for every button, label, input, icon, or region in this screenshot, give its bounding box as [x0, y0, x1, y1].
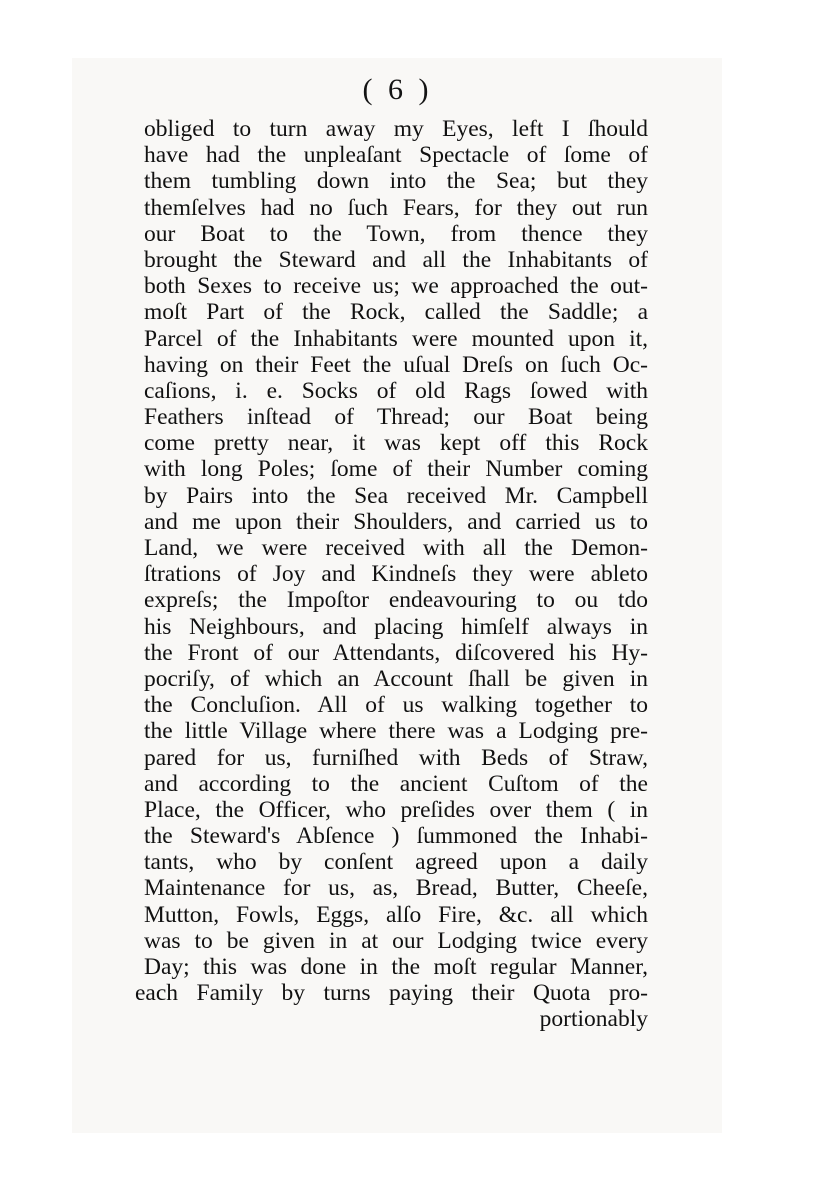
text-line: Mutton, Fowls, Eggs, alſo Fire, &c. all which	[144, 901, 648, 928]
text-line: our Boat to the Town, from thence they	[144, 220, 648, 247]
text-line: themſelves had no ſuch Fears, for they out run	[144, 194, 648, 221]
text-line: come pretty near, it was kept off this Rock	[144, 430, 648, 457]
text-line: Maintenance for us, as, Bread, Butter, Cheeſe,	[144, 875, 648, 902]
text-line: having on their Feet the uſual Dreſs on ſuch Oc-	[144, 351, 648, 378]
text-line: was to be given in at our Lodging twice every	[144, 927, 648, 954]
text-line: tants, who by conſent agreed upon a daily	[144, 849, 648, 876]
text-line: have had the unpleaſant Spectacle of ſome of	[144, 142, 648, 169]
body-text	[135, 116, 648, 1033]
text-line: expreſs; the Impoſtor endeavouring to ou tdo	[144, 587, 648, 614]
text-line: and me upon their Shoulders, and carried us to	[144, 508, 648, 535]
text-line: Parcel of the Inhabitants were mounted upon it,	[144, 325, 648, 352]
text-line: Feathers inſtead of Thread; our Boat being	[144, 404, 648, 431]
catchword: portionably	[539, 1006, 648, 1033]
text-line: pared for us, furniſhed with Beds of Straw,	[144, 744, 648, 771]
text-line: pocriſy, of which an Account ſhall be given in	[144, 665, 648, 692]
text-line: the Concluſion. All of us walking together to	[144, 692, 648, 719]
text-line: his Neighbours, and placing himſelf always in	[144, 613, 648, 640]
text-line: with long Poles; ſome of their Number coming	[144, 456, 648, 483]
text-line: Land, we were received with all the Demon-	[144, 535, 648, 561]
text-line: Day; this was done in the moſt regular Manner,	[144, 954, 648, 980]
text-line: each Family by turns paying their Quota pro-	[135, 980, 648, 1007]
text-line: both Sexes to receive us; we approached the out-	[144, 273, 648, 300]
text-line: the Front of our Attendants, diſcovered his Hy-	[144, 639, 648, 666]
text-line: moſt Part of the Rock, called the Saddle; a	[144, 299, 648, 326]
text-line: them tumbling down into the Sea; but they	[144, 168, 648, 195]
text-line: obliged to turn away my Eyes, left I ſhould	[144, 116, 648, 142]
text-line: the Steward's Abſence ) ſummoned the Inhabi-	[144, 823, 648, 850]
text-line: brought the Steward and all the Inhabitants of	[144, 246, 648, 273]
text-line: Place, the Officer, who preſides over them ( in	[144, 796, 648, 823]
text-line: ſtrations of Joy and Kindneſs they were ableto	[144, 561, 648, 588]
text-line: caſions, i. e. Socks of old Rags ſowed with	[144, 377, 648, 404]
page-number: ( 6 )	[362, 73, 433, 106]
text-line: and according to the ancient Cuſtom of the	[144, 770, 648, 797]
text-line: the little Village where there was a Lodging pre-	[144, 718, 648, 745]
text-line: by Pairs into the Sea received Mr. Campbell	[144, 482, 648, 509]
